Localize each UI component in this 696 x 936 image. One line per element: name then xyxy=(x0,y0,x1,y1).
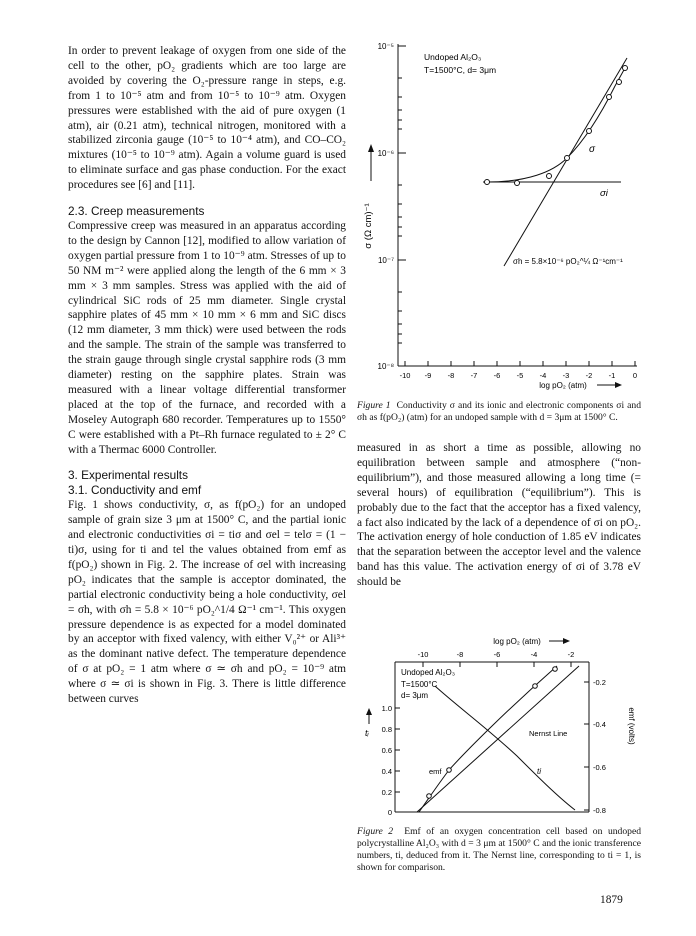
fig1-x-tick-label: -1 xyxy=(608,371,616,380)
fig2-left-arrowhead xyxy=(366,708,372,715)
fig2-x-tick-label: -8 xyxy=(456,650,464,659)
fig2-ltick-3: 0.6 xyxy=(381,746,392,755)
fig1-sigma-h-line xyxy=(504,58,627,266)
fig2-x-tick-label: -10 xyxy=(417,650,429,659)
paragraph-creep: Compressive creep was measured in an apparatus according to the design by Cannon [12], modified to allow variation of oxygen partial pressure from 1 to 10⁻⁹ atm. Stresses of up to 50 NM m⁻² were applied along the length of the 6 mm × 3 mm × 3 mm samples. Stress was applied with the aid of cylindrical SiC rods of 25 mm diameter. Single crystal sapphire plates of 45 mm × 10 mm × 6 mm and SiC discs (12 mm diameter, 3 mm thick) were used between the rods and the sample. The strain of the sample was transferred to the strain gauge through single crystal sapphire rods (3 mm diameter) resting on the sapphire plates. Strain was measured with a linear voltage differential transformer placed at the top of the furnace, and recorded with a Moseley Autograph 680 recorder. Temperatures up to 1550° C were established with a Pt–Rh furnace regulated to ± 2° C with a Thermac 6000 Controller. xyxy=(68,219,346,456)
fig1-x-tick-label: -5 xyxy=(516,371,524,380)
fig2-right-label: emf (volts) xyxy=(627,707,636,745)
fig2-point xyxy=(533,684,538,689)
right-column xyxy=(357,441,641,590)
fig1-ytick-3: 10⁻⁷ xyxy=(377,256,394,265)
fig1-x-tick-label: -7 xyxy=(470,371,478,380)
fig2-ltick-4: 0.4 xyxy=(381,767,392,776)
figure-1-caption-text: Conductivity σ and its ionic and electronic components σi and σh as f(pO₂) (atm) for an undoped sample with d = 3μm at 1500° C. xyxy=(357,400,642,423)
fig1-point xyxy=(587,129,592,134)
fig1-x-tick-label: -9 xyxy=(424,371,432,380)
fig2-rtick-3: -0.6 xyxy=(593,763,606,772)
fig1-x-label: log pO₂ (atm) xyxy=(539,381,587,390)
figure-2-caption xyxy=(357,826,641,874)
fig1-y-label: σ (Ω cm)⁻¹ xyxy=(363,203,374,249)
fig2-x-tick-label: -4 xyxy=(530,650,538,659)
figure-2-plot xyxy=(357,626,647,822)
fig2-ltick-1: 1.0 xyxy=(381,704,392,713)
fig1-legend-1: Undoped Al₂O₃ xyxy=(424,52,482,62)
fig1-x-tick-label: -2 xyxy=(585,371,593,380)
fig1-x-tick-label: -3 xyxy=(562,371,570,380)
fig2-left-label: tᵢ xyxy=(365,728,369,738)
fig2-rtick-1: -0.2 xyxy=(593,678,606,687)
fig1-point xyxy=(565,156,570,161)
heading-creep-measurements: 2.3. Creep measurements xyxy=(68,204,205,219)
figure-2-caption-label: Figure 2 xyxy=(357,826,394,837)
fig1-point xyxy=(623,66,628,71)
fig1-point xyxy=(617,80,622,85)
heading-experimental-results: 3. Experimental results xyxy=(68,468,188,483)
fig2-legend-3: d= 3μm xyxy=(401,691,429,700)
paragraph-conductivity: Fig. 1 shows conductivity, σ, as f(pO₂) for an undoped sample of grain size 3 μm at 1500° C, and the partial ionic and electronic conductivities σi = tiσ and σel = telσ = (1 − ti)σ, using for ti and tel the values obtained from emf as f(pO₂) shown in Fig. 2. The increase of σel with increasing pO₂ indicates that the sample is acceptor dominated, the partial electronic conductivity being a hole conductivity, σel = σh, with σh = 5.8 × 10⁻⁶ pO₂^1/4 Ω⁻¹ cm⁻¹. This oxygen pressure dependence is as expected for a model dominated by an acceptor with fixed valency, with either V₀²⁺ or Ali³⁺ as the dominant native defect. The temperature dependence of σ at pO₂ = 1 atm where σ ≃ σh and pO₂ = 10⁻⁹ atm where σ ≃ σi is shown in Fig. 3. There is little difference between curves xyxy=(68,499,346,706)
fig1-x-tick-label: -4 xyxy=(539,371,547,380)
fig1-x-tick-label: 0 xyxy=(632,371,638,380)
fig2-x-tick-label: -6 xyxy=(493,650,501,659)
fig2-point xyxy=(447,768,452,773)
fig2-rtick-2: -0.4 xyxy=(593,720,606,729)
fig1-x-tick-label: -8 xyxy=(447,371,455,380)
fig2-rtick-4: -0.8 xyxy=(593,806,606,815)
left-column xyxy=(68,44,346,707)
fig2-ltick-2: 0.8 xyxy=(381,725,392,734)
fig2-x-arrowhead xyxy=(563,638,570,644)
fig1-ytick-4: 10⁻⁸ xyxy=(377,362,394,371)
figure-1-caption xyxy=(357,400,641,424)
fig1-label-sigma: σ xyxy=(589,144,596,155)
fig1-legend-2: T=1500°C, d= 3μm xyxy=(424,65,497,75)
fig2-label-ti: ti xyxy=(537,767,541,776)
fig2-x-tick-label: -2 xyxy=(567,650,575,659)
figure-1-caption-label: Figure 1 xyxy=(357,400,391,411)
paragraph-gas-procedure: In order to prevent leakage of oxygen from one side of the cell to the other, pO₂ gradients which are too large are avoided by covering the O₂-pressure range in steps, e.g. from 1 to 10⁻⁵ atm and from 10⁻⁵ to 10⁻⁹ atm. Oxygen pressures were established with the aid of pure oxygen (1 atm), air (0.21 atm), technical nitrogen, monitored with a stabilized zirconia gauge (10⁻⁵ to 10⁻⁴ atm), and CO–CO₂ mixtures (10⁻⁵ to 10⁻⁹ atm). Again a volume guard is used to eliminate surface and gas phase conduction. For the exact procedures see [6] and [11]. xyxy=(68,45,346,192)
fig1-point xyxy=(485,180,490,185)
fig2-ltick-6: 0 xyxy=(387,808,392,817)
fig2-x-label: log pO₂ (atm) xyxy=(493,637,541,646)
fig2-label-nernst: Nernst Line xyxy=(529,729,568,738)
fig2-point xyxy=(553,667,558,672)
heading-conductivity-emf: 3.1. Conductivity and emf xyxy=(68,483,202,498)
fig1-y-arrowhead xyxy=(368,144,374,152)
paragraph-equilibrium: measured in as short a time as possible, allowing no equilibration between sample and atmosphere (“non-equilibrium”), and those measured allowing a long time (= several hours) of equilibration (“equilibrium”). This is probably due to the fact that the acceptor has a fixed valency, a fact also indicated by the lack of a dependence of σi on pO₂. The activation energy of hole conduction of 1.85 eV indicates that the separation between the acceptor level and the valence band has this value. The activation energy of σi of 3.78 eV should be xyxy=(357,442,641,589)
fig1-ytick-1: 10⁻⁵ xyxy=(377,42,394,51)
fig1-x-tick-label: -6 xyxy=(493,371,501,380)
fig1-x-tick-label: -10 xyxy=(399,371,411,380)
fig1-ytick-2: 10⁻⁶ xyxy=(377,149,394,158)
page-number: 1879 xyxy=(600,894,623,906)
fig2-legend-2: T=1500°C xyxy=(401,680,438,689)
fig1-x-arrowhead xyxy=(615,382,622,388)
fig1-sigma-curve xyxy=(487,68,625,182)
fig2-legend-1: Undoped Al₂O₃ xyxy=(401,668,455,677)
fig1-point xyxy=(607,95,612,100)
figure-2-caption-text: Emf of an oxygen concentration cell based on undoped polycrystalline Al₂O₃ with d = 3 μm at 1500° C and the ionic transference numbers, ti, deduced from it. The Nernst line, corresponding to ti = 1, is shown for comparison. xyxy=(357,826,641,873)
figure-1-plot xyxy=(357,36,647,396)
fig1-label-sigma-h: σh = 5.8×10⁻⁶ pO₂^¼ Ω⁻¹cm⁻¹ xyxy=(513,257,623,266)
fig2-ti-curve xyxy=(435,686,575,810)
fig1-point xyxy=(515,181,520,186)
fig2-point xyxy=(427,794,432,799)
fig1-point xyxy=(547,174,552,179)
fig2-ltick-5: 0.2 xyxy=(381,788,392,797)
fig2-label-emf: emf xyxy=(429,767,442,776)
fig1-label-sigma-i: σi xyxy=(600,188,608,199)
